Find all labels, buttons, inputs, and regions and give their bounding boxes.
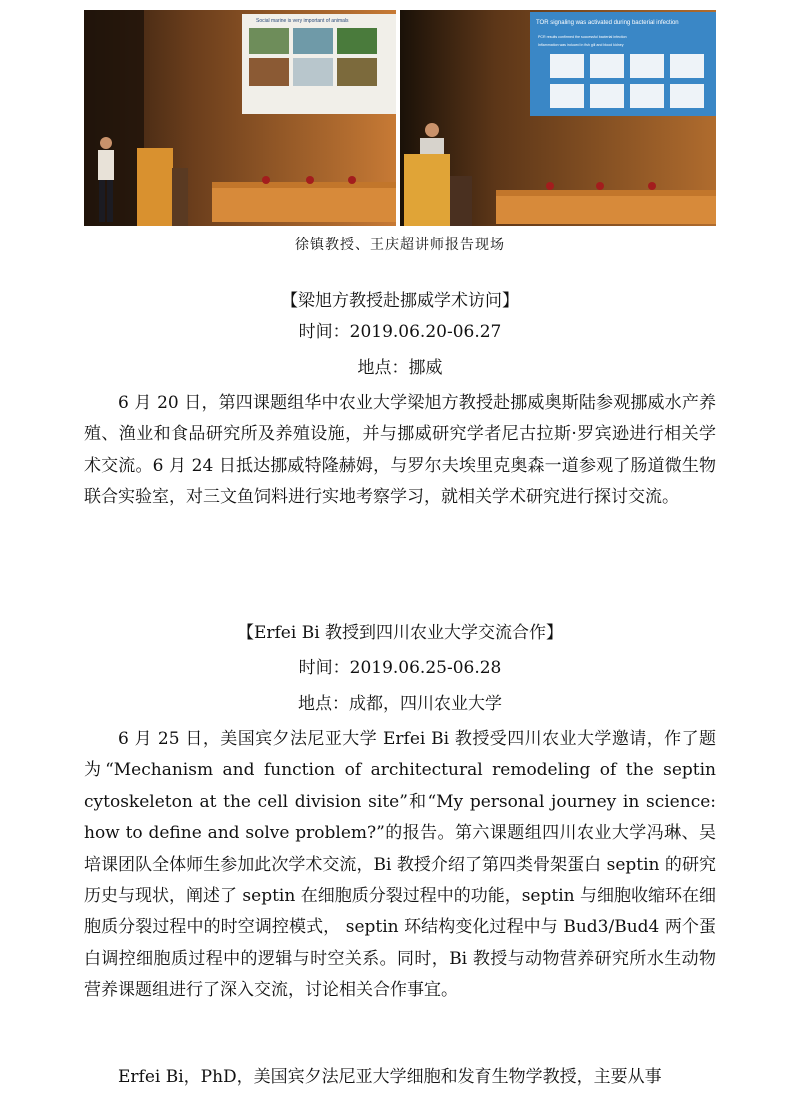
lecture-photo-left-image bbox=[84, 10, 396, 226]
section2-paragraph-1: 6 月 25 日，美国宾夕法尼亚大学 Erfei Bi 教授受四川农业大学邀请，作了题为“Mechanism and function of architectural remodeling of the septin cytoskeleton at the cell division site”和“My personal journey in science: how to define and solve problem?”的报告。第六课题组四川农业大学冯琳、吴培课团队全体师生参加此次学术交流，Bi 教授介绍了第四类骨架蛋白 septin 的研究历史与现状，阐述了 septin 在细胞质分裂过程中的功能，septin 与细胞收缩环在细胞质分裂过程中的时空调控模式， septin 环结构变化过程中与 Bud3/Bud4 两个蛋白调控细胞质过程中的逻辑与时空关系。同时，Bi 教授与动物营养研究所水生动物营养课题组进行了深入交流，讨论相关合作事宜。 bbox=[84, 729, 716, 1001]
slide-bullet-1: PCR results confirmed the successful bacterial infection bbox=[538, 35, 627, 39]
section1-time: 时间：2019.06.20-06.27 bbox=[298, 322, 502, 342]
section2-title: 【Erfei Bi 教授到四川农业大学交流合作】 bbox=[236, 623, 564, 643]
section1-title: 【梁旭方教授赴挪威学术访问】 bbox=[281, 291, 519, 311]
section2-paragraph-2: Erfei Bi，PhD，美国宾夕法尼亚大学细胞和发育生物学教授，主要从事 bbox=[118, 1067, 662, 1087]
section2-place: 地点：成都，四川农业大学 bbox=[298, 694, 502, 714]
photo-strip bbox=[84, 10, 716, 226]
slide-title-left: Social marine is very important of animals bbox=[256, 18, 349, 24]
slide-title-right: TOR signaling was activated during bacterial infection bbox=[536, 20, 679, 26]
lecture-photo-right bbox=[400, 10, 716, 226]
lecture-photo-left bbox=[84, 10, 396, 226]
photo-caption: 徐镇教授、王庆超讲师报告现场 bbox=[295, 237, 505, 253]
section1-paragraph: 6 月 20 日，第四课题组华中农业大学梁旭方教授赴挪威奥斯陆参观挪威水产养殖、渔业和食品研究所及养殖设施，并与挪威研究学者尼古拉斯·罗宾逊进行相关学术交流。6 月 24 日抵达挪威特隆赫姆，与罗尔夫埃里克奥森一道参观了肠道微生物联合实验室，对三文鱼饲料进行实地考察学习，就相关学术研究进行探讨交流。 bbox=[84, 393, 716, 508]
section2-time: 时间：2019.06.25-06.28 bbox=[298, 658, 502, 678]
lecture-photo-right-image bbox=[400, 10, 716, 226]
slide-bullet-2: Inflammation was induced in fish gill and blood kidney bbox=[538, 43, 624, 47]
section1-place: 地点：挪威 bbox=[357, 358, 443, 378]
